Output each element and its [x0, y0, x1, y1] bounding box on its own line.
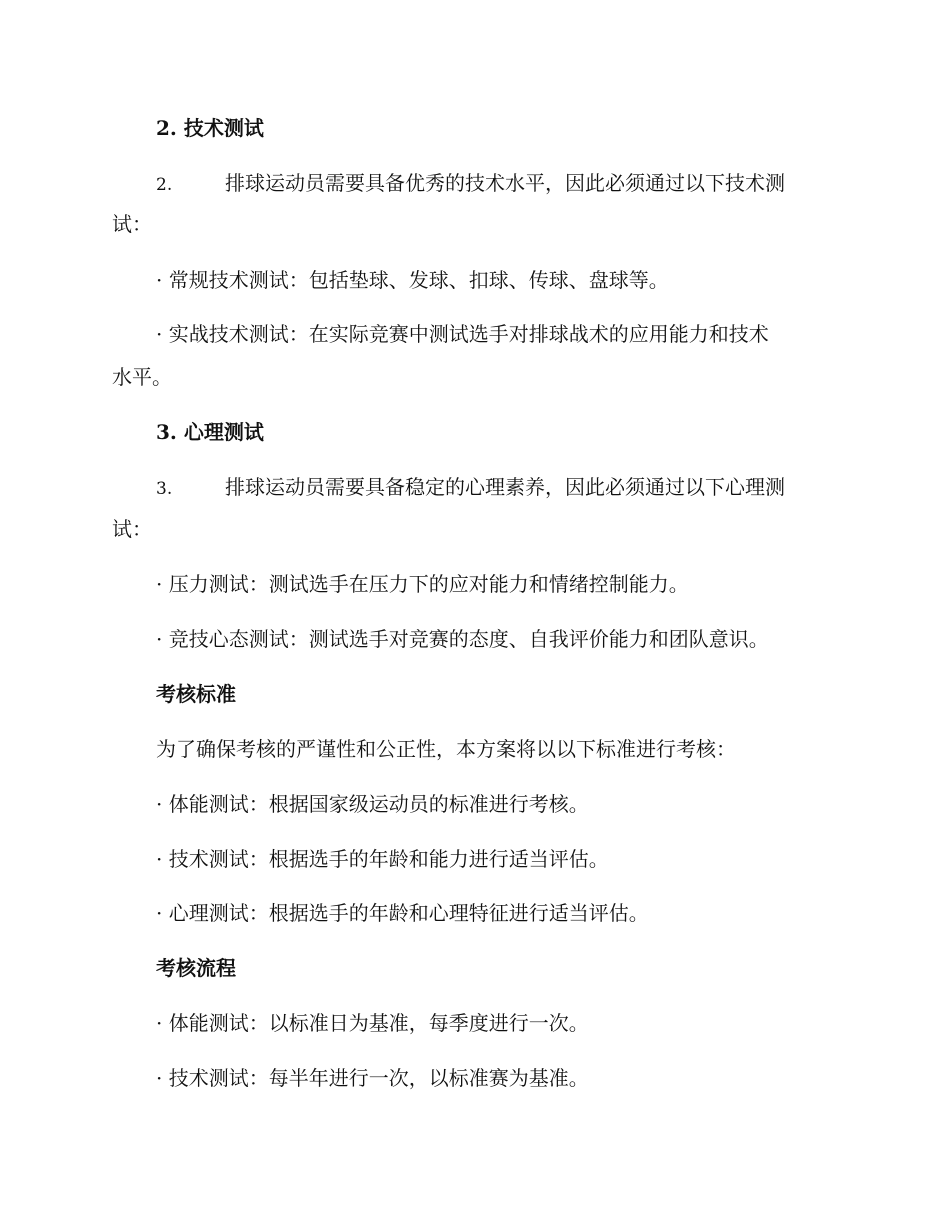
intro-text: 排球运动员需要具备稳定的心理素养，因此必须通过以下心理测: [225, 475, 785, 499]
paragraph: 为了确保考核的严谨性和公正性，本方案将以以下标准进行考核：: [156, 737, 736, 761]
intro-number: 2.: [156, 175, 173, 195]
section-heading: 考核流程: [156, 956, 236, 980]
bullet-item: · 实战技术测试：在实际竞赛中测试选手对排球战术的应用能力和技术: [156, 322, 769, 346]
bullet-item: · 体能测试：以标准日为基准，每季度进行一次。: [156, 1011, 589, 1035]
bullet-item: · 压力测试：测试选手在压力下的应对能力和情绪控制能力。: [156, 572, 689, 596]
bullet-item: · 心理测试：根据选手的年龄和心理特征进行适当评估。: [156, 901, 649, 925]
section-intro: [156, 473, 785, 501]
intro-number: 3.: [156, 479, 173, 499]
bullet-item: · 常规技术测试：包括垫球、发球、扣球、传球、盘球等。: [156, 268, 669, 292]
intro-text-continued: 试：: [112, 517, 152, 541]
section-heading: 3. 心理测试: [156, 420, 264, 444]
bullet-item: · 竞技心态测试：测试选手对竞赛的态度、自我评价能力和团队意识。: [156, 627, 769, 651]
section-heading: 考核标准: [156, 682, 236, 706]
bullet-item: · 技术测试：每半年进行一次，以标准赛为基准。: [156, 1066, 589, 1090]
bullet-item: · 技术测试：根据选手的年龄和能力进行适当评估。: [156, 847, 609, 871]
intro-text: 排球运动员需要具备优秀的技术水平，因此必须通过以下技术测: [225, 171, 785, 195]
intro-text-continued: 试：: [112, 212, 152, 236]
section-heading: 2. 技术测试: [156, 116, 264, 140]
bullet-item-continued: 水平。: [112, 365, 172, 389]
section-intro: [156, 169, 785, 197]
bullet-item: · 体能测试：根据国家级运动员的标准进行考核。: [156, 792, 589, 816]
